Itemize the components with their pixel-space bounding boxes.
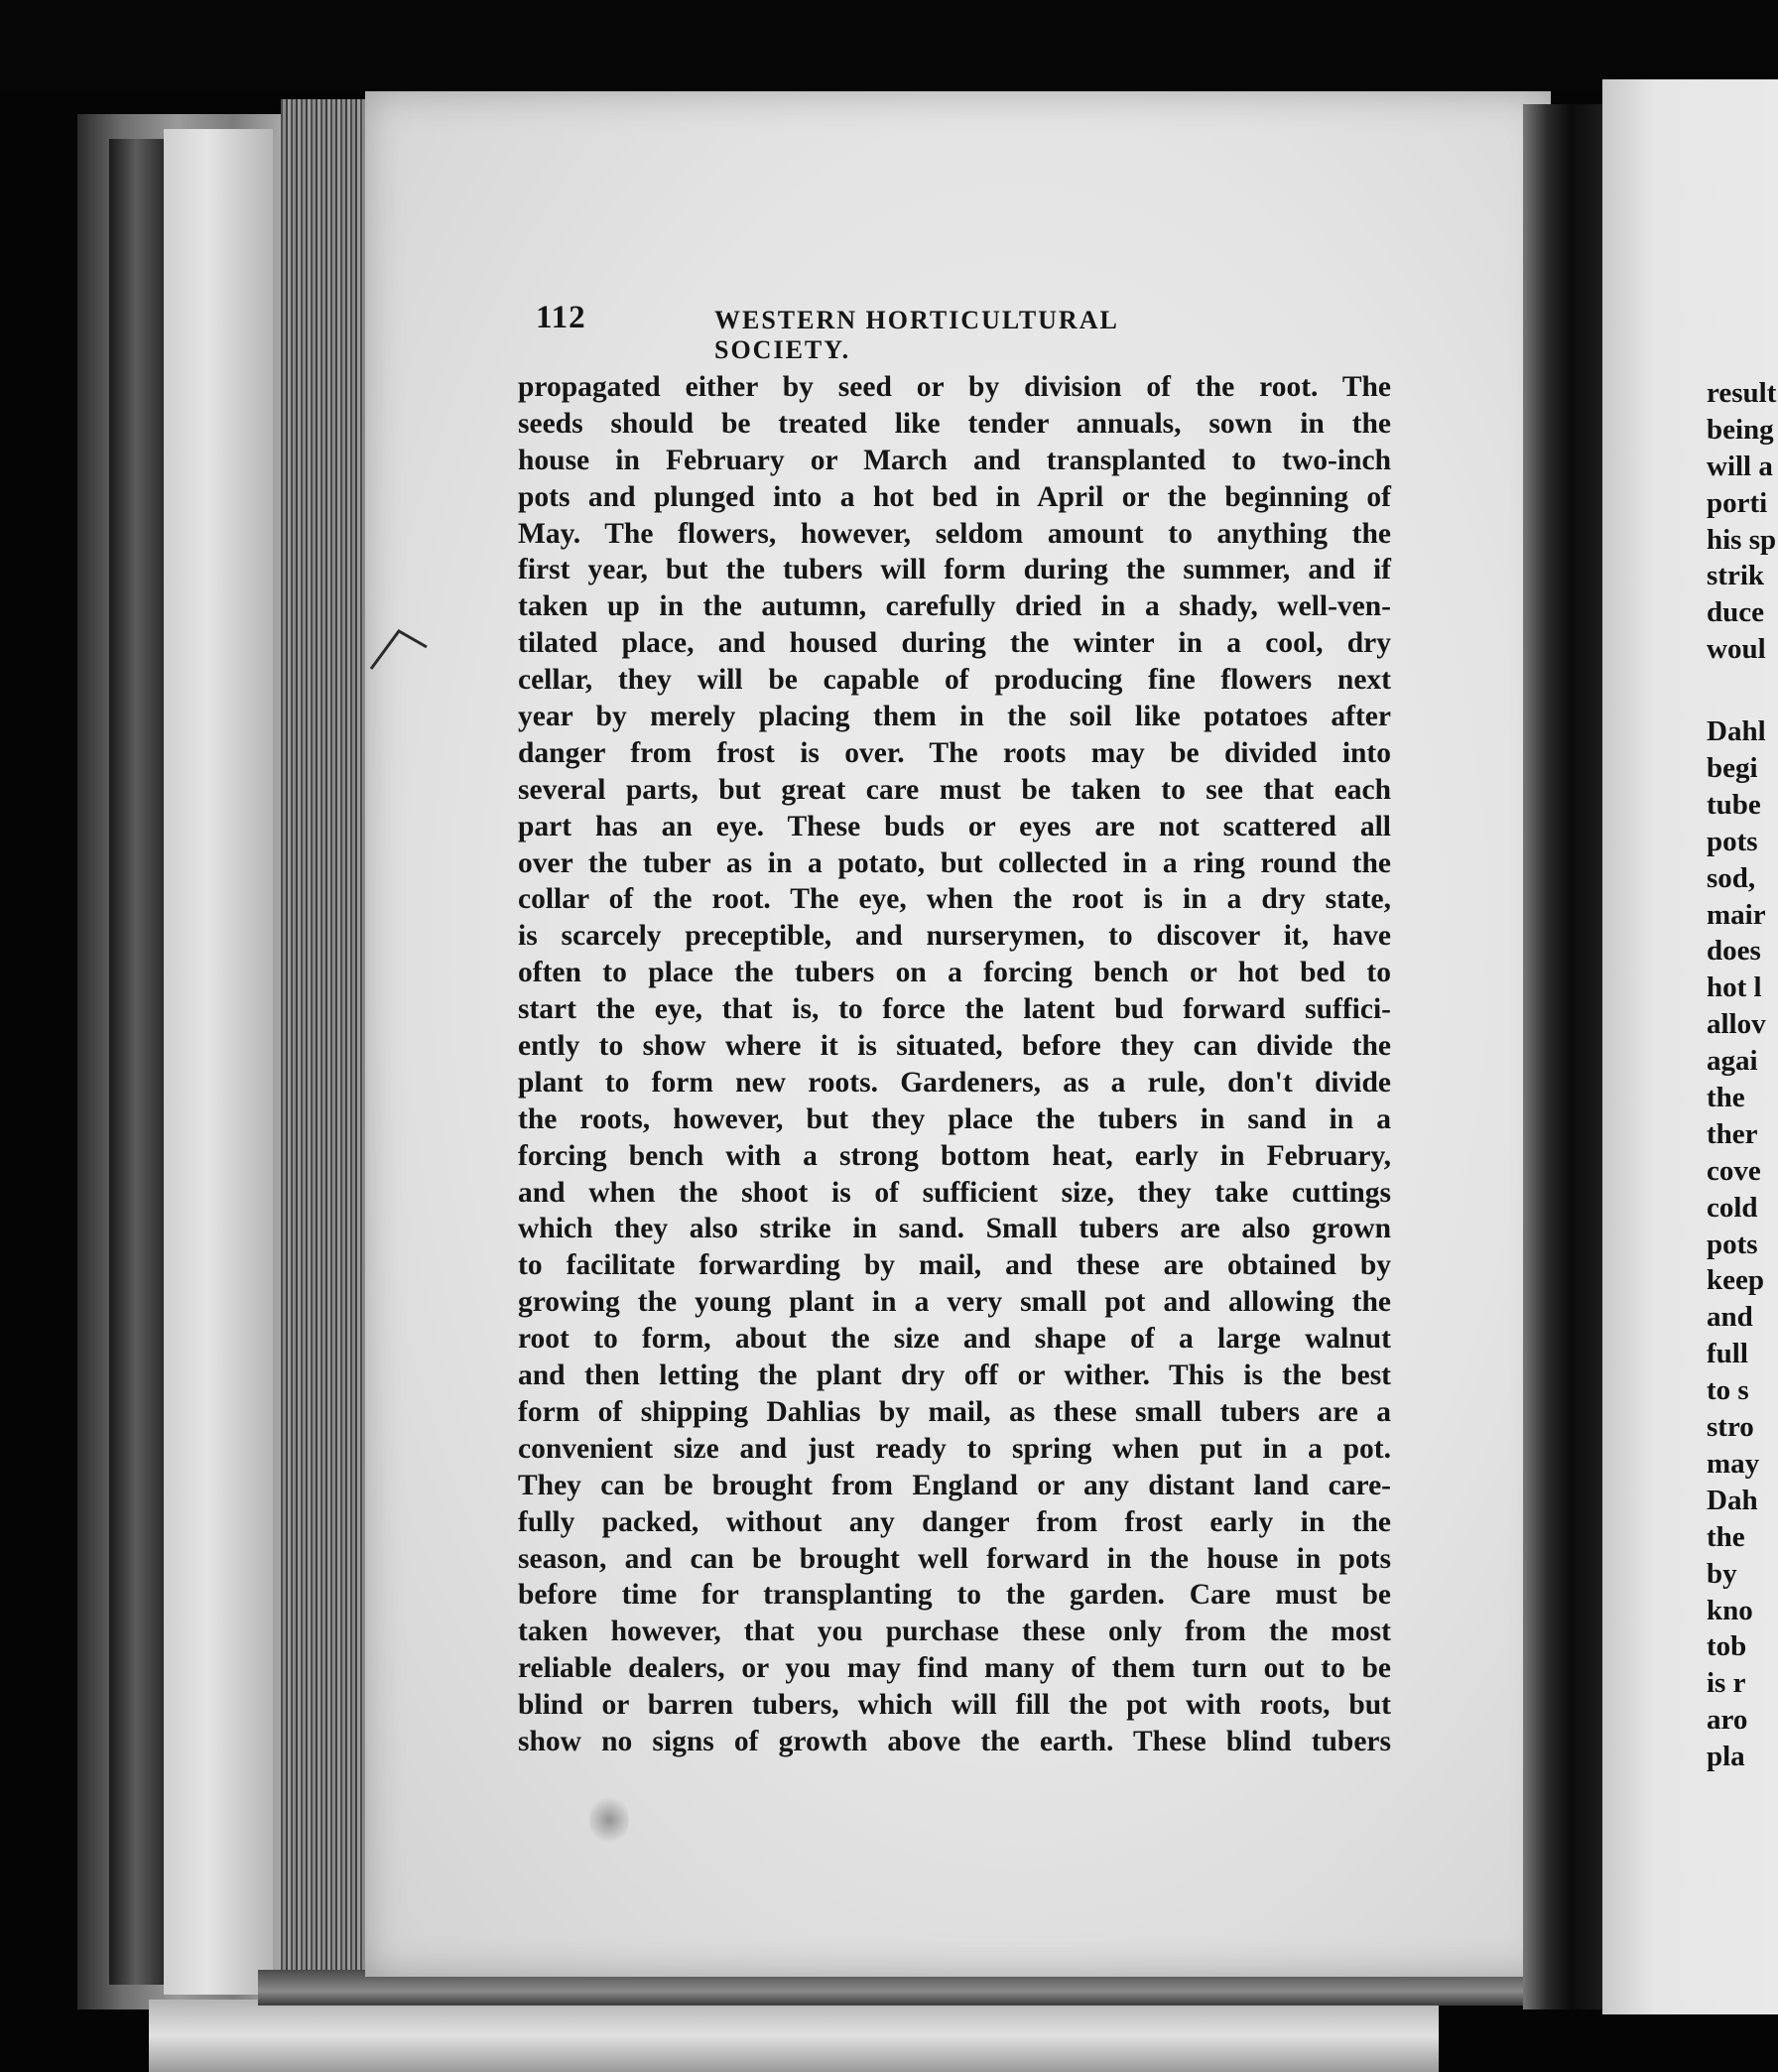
right-page-line: allov <box>1707 1008 1766 1041</box>
stacked-page-edges <box>281 99 370 1990</box>
right-page-line: pots <box>1707 1228 1758 1260</box>
right-page-line: cold <box>1707 1191 1758 1224</box>
text-line: propagated either by seed or by division of the root. The <box>518 371 1391 403</box>
right-page-line: keep <box>1707 1264 1764 1297</box>
right-page-line: duce <box>1707 596 1764 629</box>
right-page-line: full <box>1707 1338 1748 1370</box>
text-line: taken up in the autumn, carefully dried in a shady, well-ven- <box>518 590 1391 623</box>
right-page-line: is r <box>1707 1667 1746 1700</box>
text-line: is scarcely preceptible, and nurserymen, to discover it, have <box>518 920 1391 953</box>
text-line: and then letting the plant dry off or wither. This is the best <box>518 1360 1391 1392</box>
text-line: They can be brought from England or any distant land care- <box>518 1469 1391 1501</box>
right-page-line: sod, <box>1707 861 1756 894</box>
right-page-line: his sp <box>1707 523 1777 556</box>
text-line: season, and can be brought well forward in the house in pots <box>518 1542 1391 1575</box>
right-page-line: may <box>1707 1447 1760 1480</box>
right-page-line: begi <box>1707 752 1758 785</box>
right-page-line: hot l <box>1707 971 1762 1004</box>
margin-tick-mark <box>369 627 429 672</box>
right-page-line: result <box>1707 377 1777 409</box>
right-page-line: and <box>1707 1301 1753 1334</box>
right-page-line: the <box>1707 1520 1745 1553</box>
text-line: pots and plunged into a hot bed in April or the beginning of <box>518 480 1391 513</box>
text-line: forcing bench with a strong bottom heat, early in February, <box>518 1139 1391 1172</box>
text-line: ently to show where it is situated, before they can divide the <box>518 1030 1391 1063</box>
text-line: taken however, that you purchase these only from the most <box>518 1616 1391 1648</box>
right-page-line: tube <box>1707 788 1761 821</box>
text-line: seeds should be treated like tender annuals, sown in the <box>518 407 1391 440</box>
ink-smudge <box>589 1794 629 1846</box>
text-line: house in February or March and transplanted to two-inch <box>518 444 1391 476</box>
right-page-line: by <box>1707 1557 1737 1590</box>
text-line: over the tuber as in a potato, but collected in a ring round the <box>518 846 1391 879</box>
right-page-line: ther <box>1707 1117 1758 1150</box>
text-line: May. The flowers, however, seldom amount to anything the <box>518 517 1391 550</box>
right-page-line: does <box>1707 935 1761 968</box>
right-page-line: tob <box>1707 1630 1747 1663</box>
right-page-line: porti <box>1707 486 1768 519</box>
text-line: before time for transplanting to the garden. Care must be <box>518 1579 1391 1612</box>
right-page-line: agai <box>1707 1045 1758 1078</box>
right-page-line: mair <box>1707 898 1766 931</box>
text-line: blind or barren tubers, which will fill the pot with roots, but <box>518 1689 1391 1722</box>
book-gutter <box>1523 104 1602 2009</box>
book-lower-edge <box>149 2000 1439 2072</box>
text-line: danger from frost is over. The roots may be divided into <box>518 736 1391 769</box>
text-line: growing the young plant in a very small pot and allowing the <box>518 1286 1391 1319</box>
text-line: reliable dealers, or you may find many of them turn out to be <box>518 1652 1391 1685</box>
text-line: year by merely placing them in the soil like potatoes after <box>518 701 1391 733</box>
text-line: often to place the tubers on a forcing bench or hot bed to <box>518 957 1391 989</box>
text-line: collar of the root. The eye, when the root is in a dry state, <box>518 883 1391 916</box>
text-line: convenient size and just ready to spring when put in a pot. <box>518 1432 1391 1465</box>
right-page-line: woul <box>1707 633 1766 666</box>
book-cover-fold <box>109 139 164 1985</box>
right-page-line: Dahl <box>1707 715 1766 748</box>
right-page-line: aro <box>1707 1704 1748 1737</box>
right-page-line: pots <box>1707 825 1758 857</box>
text-line: which they also strike in sand. Small tubers are also grown <box>518 1213 1391 1245</box>
text-line: root to form, about the size and shape of a large walnut <box>518 1323 1391 1356</box>
right-page-line: stro <box>1707 1411 1754 1444</box>
right-page-line: being <box>1707 413 1774 446</box>
text-line: plant to form new roots. Gardeners, as a rule, don't divide <box>518 1066 1391 1099</box>
right-page-line: pla <box>1707 1741 1745 1773</box>
book-cover-inner-edge <box>164 129 273 1995</box>
text-line: several parts, but great care must be taken to see that each <box>518 773 1391 806</box>
right-page-line: kno <box>1707 1594 1753 1626</box>
right-page-text-fragments <box>1707 375 1778 1775</box>
text-line: form of shipping Dahlias by mail, as these small tubers are a <box>518 1395 1391 1428</box>
text-line: tilated place, and housed during the winter in a cool, dry <box>518 627 1391 660</box>
text-line: part has an eye. These buds or eyes are not scattered all <box>518 810 1391 842</box>
right-page-line: will a <box>1707 450 1773 482</box>
running-head: WESTERN HORTICULTURAL SOCIETY. <box>714 306 1118 364</box>
right-page-line: Dah <box>1707 1484 1758 1516</box>
text-line: and when the shoot is of sufficient size, they take cuttings <box>518 1176 1391 1209</box>
text-line: show no signs of growth above the earth. These blind tubers <box>518 1725 1391 1757</box>
right-page-line: cove <box>1707 1154 1761 1187</box>
text-line: the roots, however, but they place the tubers in sand in a <box>518 1102 1391 1135</box>
page-header <box>536 300 1250 364</box>
text-line: start the eye, that is, to force the latent bud forward suffici- <box>518 993 1391 1026</box>
right-page-line: the <box>1707 1082 1745 1114</box>
text-line: cellar, they will be capable of producing fine flowers next <box>518 664 1391 697</box>
text-line: fully packed, without any danger from frost early in the <box>518 1505 1391 1538</box>
body-text <box>518 369 1391 1760</box>
scan-background-top <box>0 0 1778 91</box>
text-line: to facilitate forwarding by mail, and these are obtained by <box>518 1249 1391 1282</box>
right-page-line: strik <box>1707 560 1764 592</box>
right-page-line: to s <box>1707 1374 1749 1407</box>
page-number: 112 <box>536 300 586 335</box>
text-line: first year, but the tubers will form during the summer, and if <box>518 554 1391 586</box>
